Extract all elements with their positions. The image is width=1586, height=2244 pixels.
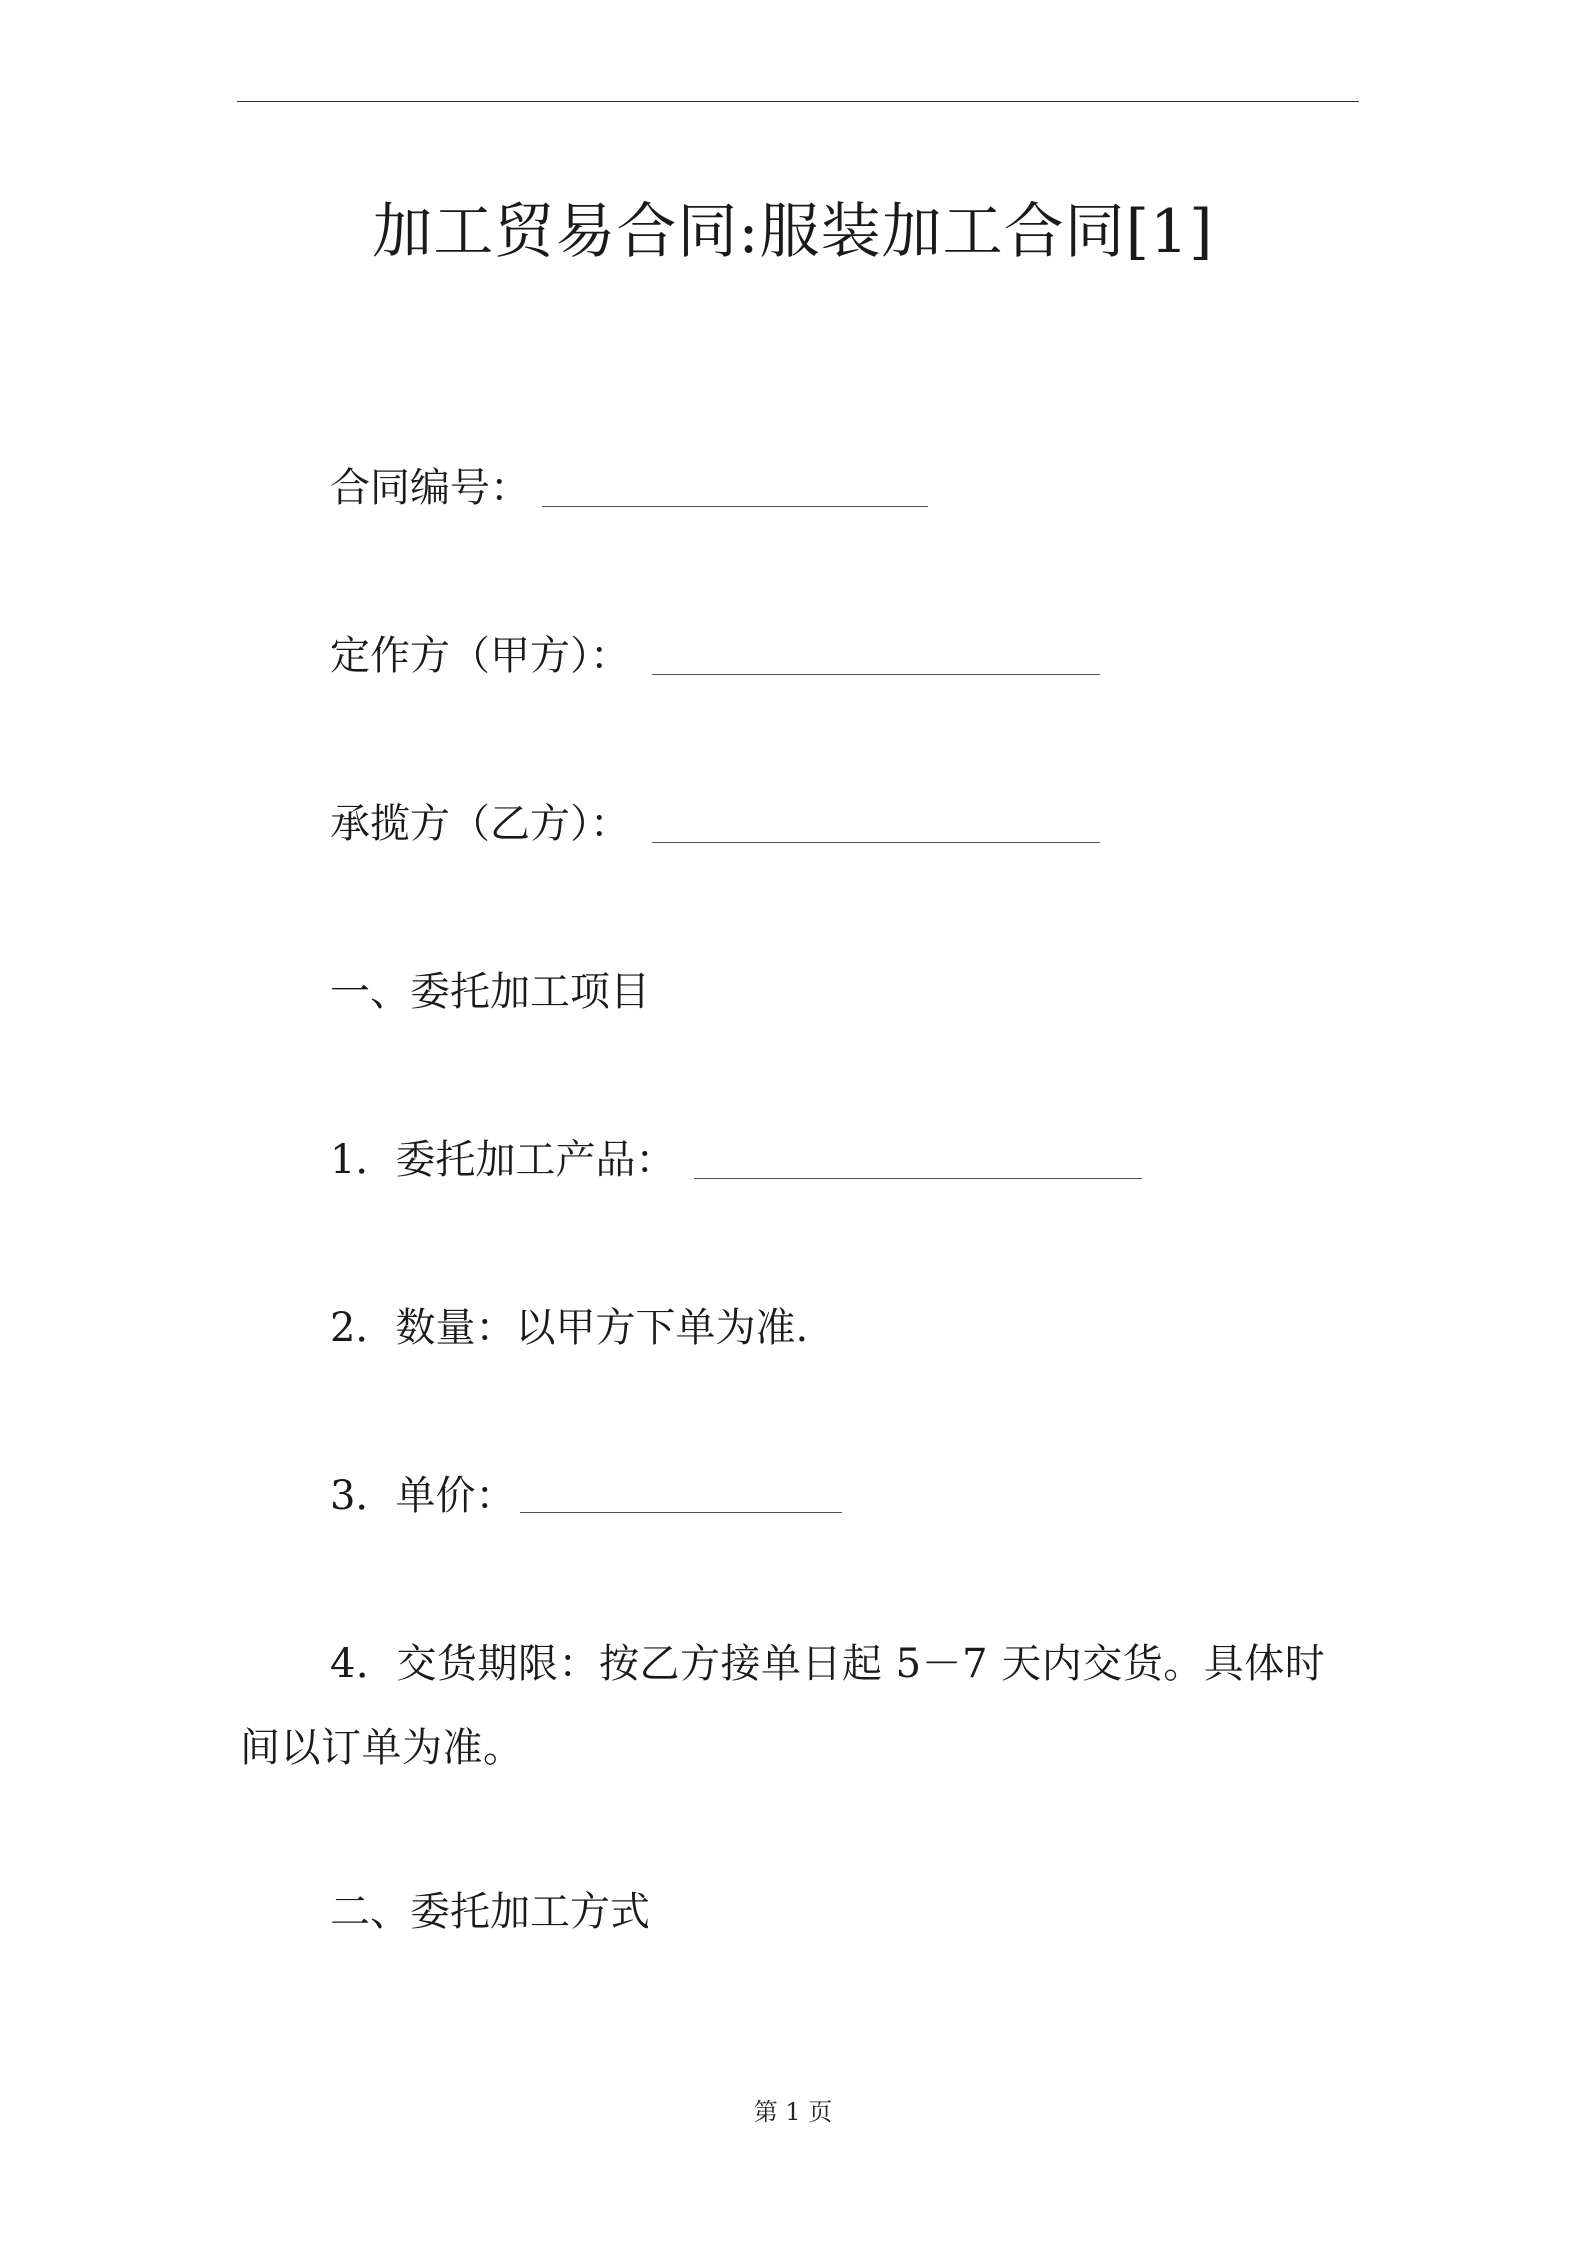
section2-heading: 二、委托加工方式 [330, 1889, 650, 1935]
unit-price-field[interactable] [520, 1512, 842, 1513]
contract-no-field[interactable] [542, 506, 928, 507]
party-a-label: 定作方（甲方）： [330, 633, 630, 679]
header-rule [237, 101, 1359, 102]
item2-text: 2．数量：以甲方下单为准. [330, 1305, 809, 1351]
party-a-field[interactable] [652, 674, 1100, 675]
item1-label: 1．委托加工产品： [330, 1137, 676, 1183]
section1-heading: 一、委托加工项目 [330, 969, 650, 1015]
party-b-label: 承揽方（乙方）： [330, 801, 630, 847]
party-b-field[interactable] [652, 842, 1100, 843]
item3-label: 3．单价： [330, 1473, 516, 1519]
contract-no-label: 合同编号： [330, 465, 530, 511]
item4-paragraph: 4．交货期限：按乙方接单日起 5－7 天内交货。具体时间以订单为准。 [240, 1641, 1326, 1771]
product-field[interactable] [694, 1178, 1142, 1179]
page-number: 第 1 页 [753, 2098, 833, 2126]
document-title: 加工贸易合同:服装加工合同[1] [372, 197, 1214, 267]
